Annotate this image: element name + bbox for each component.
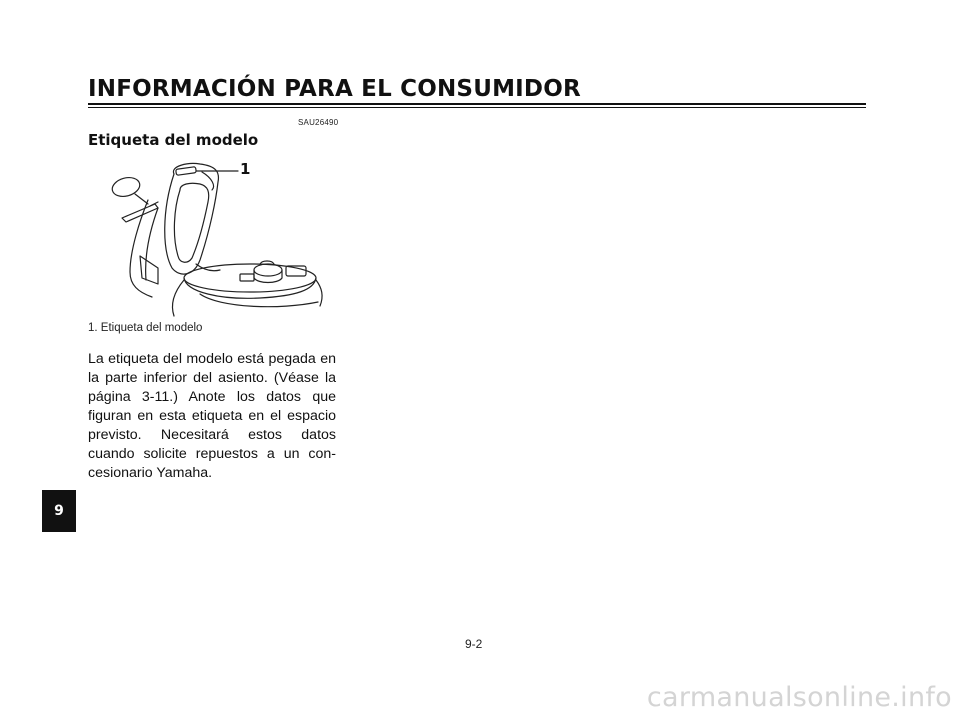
body-paragraph: La etiqueta del modelo está pegada en la parte inferior del asiento. (Véase la página 3-11.) Anote los datos que figuran en esta etiqueta en el espacio previsto. Necesitará estos datos cuando solicite repuestos a un con-cesionario Yamaha. (88, 351, 336, 481)
section-title: Etiqueta del modelo (88, 131, 259, 149)
reference-code: SAU26490 (298, 118, 339, 127)
figure-caption: 1. Etiqueta del modelo (88, 322, 203, 334)
chapter-tab: 9 (42, 490, 76, 532)
figure-callout-number: 1 (240, 160, 251, 178)
header-rule-thin (88, 107, 866, 108)
page-header-title: INFORMACIÓN PARA EL CONSUMIDOR (88, 76, 581, 102)
scooter-seat-illustration (100, 160, 340, 320)
watermark: carmanualsonline.info (646, 682, 952, 713)
page-number: 9-2 (465, 637, 483, 651)
header-rule (88, 103, 866, 105)
